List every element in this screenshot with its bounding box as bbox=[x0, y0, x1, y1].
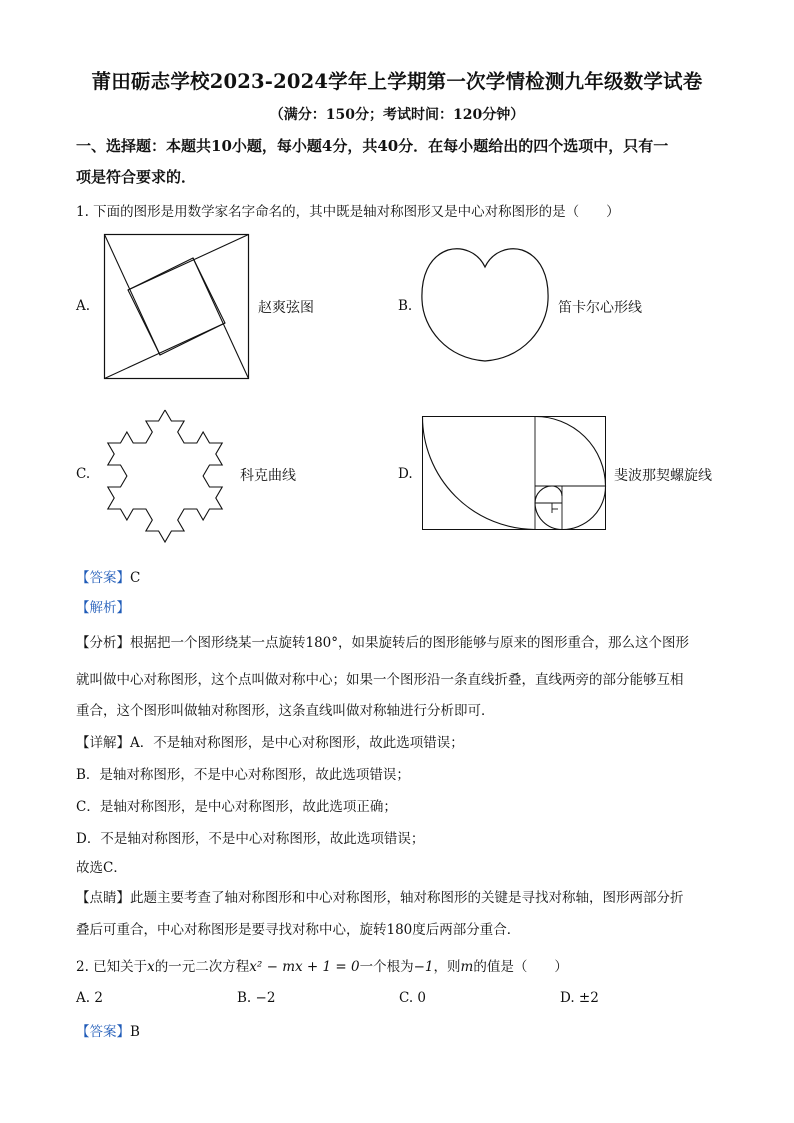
section-heading-line2: 项是符合要求的． bbox=[76, 168, 197, 186]
q2-stem-post: 的值是（ ） bbox=[473, 959, 568, 975]
fenxi-text-1: 根据把一个图形绕某一点旋转180°，如果旋转后的图形能够与原来的图形重合，那么这个图形 bbox=[130, 635, 690, 651]
q2-answer-value: B bbox=[130, 1024, 140, 1040]
xiangjie-tag: 【详解】 bbox=[76, 735, 130, 751]
q2-stem-pre: 2. 已知关于 bbox=[76, 959, 148, 975]
fenxi-line-1 bbox=[76, 631, 689, 651]
xiangjie-line-d: D．不是轴对称图形，不是中心对称图形，故此选项错误； bbox=[76, 831, 425, 847]
q2-option-b: B. −2 bbox=[237, 990, 276, 1006]
xiangjie-text-a: A．不是轴对称图形，是中心对称图形，故此选项错误； bbox=[130, 735, 464, 751]
q1-option-c-label: C. bbox=[76, 466, 91, 482]
q2-stem bbox=[76, 955, 568, 975]
q2-answer-line bbox=[76, 1020, 140, 1040]
page-title: 莆田砺志学校2023-2024学年上学期第一次学情检测九年级数学试卷 bbox=[91, 70, 703, 93]
q2-var-m: m bbox=[460, 959, 474, 975]
q2-option-c: C. 0 bbox=[399, 990, 427, 1006]
q2-option-a: A. 2 bbox=[76, 990, 103, 1006]
q2-equation: x² − mx + 1 = 0 bbox=[249, 959, 360, 975]
page-subtitle: （满分：150分；考试时间：120分钟） bbox=[269, 107, 525, 123]
q1-option-c-caption: 科克曲线 bbox=[240, 468, 296, 484]
q2-option-d: D. ±2 bbox=[560, 990, 599, 1006]
cardioid-figure bbox=[420, 248, 550, 364]
dianjing-line-2: 叠后可重合，中心对称图形是要寻找对称中心，旋转180度后两部分重合． bbox=[76, 922, 521, 938]
q1-answer-value: C bbox=[130, 570, 141, 586]
dianjing-text-1: 此题主要考查了轴对称图形和中心对称图形，轴对称图形的关键是寻找对称轴，图形两部分折 bbox=[130, 890, 684, 906]
section-heading-line1: 一、选择题：本题共10小题，每小题4分，共40分．在每小题给出的四个选项中，只有一 bbox=[76, 137, 669, 155]
q1-option-b-label: B. bbox=[398, 298, 413, 314]
xiangjie-line-c: C．是轴对称图形，是中心对称图形，故此选项正确； bbox=[76, 799, 397, 815]
q2-stem-mid3: ，则 bbox=[433, 959, 461, 975]
zhao-shuang-figure bbox=[104, 234, 250, 380]
fibonacci-spiral-figure bbox=[422, 416, 606, 530]
fenxi-line-3: 重合，这个图形叫做轴对称图形，这条直线叫做对称轴进行分析即可． bbox=[76, 703, 495, 719]
q1-option-b-caption: 笛卡尔心形线 bbox=[558, 300, 642, 316]
q2-stem-mid: 的一元二次方程 bbox=[154, 959, 250, 975]
q1-option-d-caption: 斐波那契螺旋线 bbox=[614, 468, 712, 484]
q2-answer-tag: 【答案】 bbox=[76, 1024, 130, 1040]
answer-tag: 【答案】 bbox=[76, 570, 130, 586]
xiangjie-conclusion: 故选C． bbox=[76, 860, 127, 876]
dianjing-line-1 bbox=[76, 886, 684, 906]
fenxi-line-2: 就叫做中心对称图形，这个点叫做对称中心；如果一个图形沿一条直线折叠，直线两旁的部分能够互相 bbox=[76, 672, 684, 688]
analysis-tag: 【解析】 bbox=[76, 600, 130, 616]
dianjing-tag: 【点睛】 bbox=[76, 890, 130, 906]
q1-answer-line bbox=[76, 566, 140, 586]
q1-option-a-caption: 赵爽弦图 bbox=[258, 300, 314, 316]
q2-stem-mid2: 一个根为 bbox=[359, 959, 414, 975]
xiangjie-line-a bbox=[76, 731, 464, 751]
q1-option-d-label: D. bbox=[398, 466, 413, 482]
koch-snowflake-figure bbox=[98, 398, 232, 546]
q1-stem: 1. 下面的图形是用数学家名字命名的，其中既是轴对称图形又是中心对称图形的是（ ） bbox=[76, 204, 620, 220]
q2-var-x: x bbox=[147, 959, 155, 975]
fenxi-tag: 【分析】 bbox=[76, 635, 130, 651]
xiangjie-line-b: B．是轴对称图形，不是中心对称图形，故此选项错误； bbox=[76, 767, 410, 783]
q1-option-a-label: A. bbox=[76, 298, 91, 314]
q2-root: −1 bbox=[413, 959, 434, 975]
